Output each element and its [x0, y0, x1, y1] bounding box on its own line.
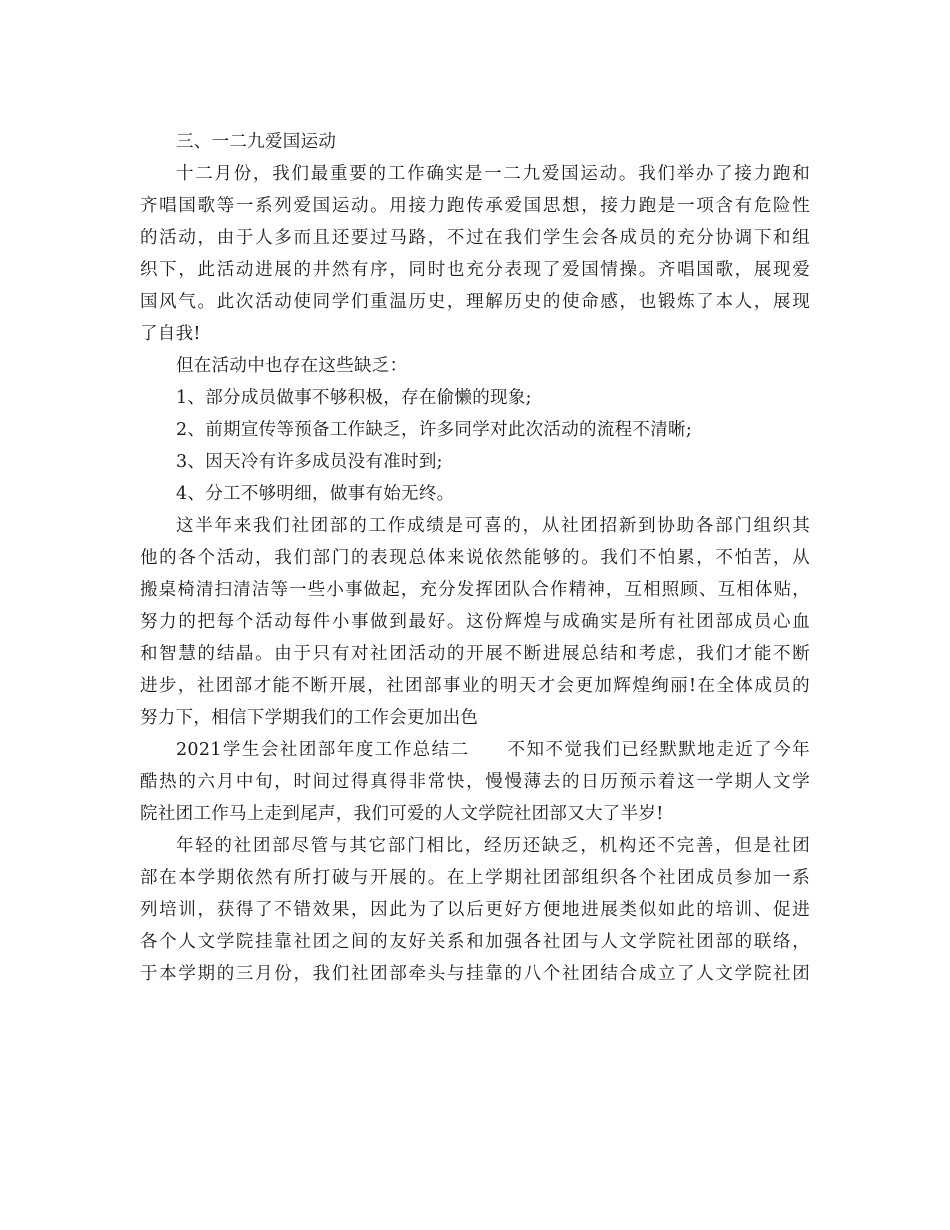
text-line: 十二月份，我们最重要的工作确实是一二九爱国运动。我们举办了接力跑和 — [176, 164, 810, 184]
text-line: 和智慧的结晶。由于只有对社团活动的开展不断进展总结和考虑，我们才能不断 — [140, 644, 810, 664]
text-line: 各个人文学院挂靠社团之间的友好关系和加强各社团与人文学院社团部的联络， — [140, 932, 810, 952]
text-line: 织下，此活动进展的井然有序，同时也充分表现了爱国情操。齐唱国歌，展现爱 — [140, 260, 810, 280]
text-line: 的活动，由于人多而且还要过马路，不过在我们学生会各成员的充分协调下和组 — [140, 228, 810, 248]
text-line: 年轻的社团部尽管与其它部门相比，经历还缺乏，机构还不完善，但是社团 — [176, 836, 810, 856]
text-line: 齐唱国歌等一系列爱国运动。用接力跑传承爱国思想，接力跑是一项含有危险性 — [140, 196, 810, 216]
text-line: 于本学期的三月份，我们社团部牵头与挂靠的八个社团结合成立了人文学院社团 — [140, 964, 810, 984]
document-body — [140, 126, 810, 990]
text-line: 院社团工作马上走到尾声，我们可爱的人文学院社团部又大了半岁! — [140, 804, 664, 824]
text-line: 列培训，获得了不错效果，因此为了以后更好方便地进展类似如此的培训、促进 — [140, 900, 810, 920]
text-line: 国风气。此次活动使同学们重温历史，理解历史的使命感，也锻炼了本人，展现 — [140, 292, 810, 312]
text-line: 2021学生会社团部年度工作总结二 不知不觉我们已经默默地走近了今年 — [176, 740, 810, 760]
text-line: 部在本学期依然有所打破与开展的。在上学期社团部组织各个社团成员参加一系 — [140, 868, 810, 888]
text-line: 三、一二九爱国运动 — [176, 132, 337, 152]
text-line: 努力下，相信下学期我们的工作会更加出色 — [140, 708, 479, 728]
text-line: 酷热的六月中旬，时间过得真得非常快，慢慢薄去的日历预示着这一学期人文学 — [140, 772, 810, 792]
text-line: 了自我! — [140, 324, 201, 344]
text-line: 2、前期宣传等预备工作缺乏，许多同学对此次活动的流程不清晰; — [176, 420, 693, 440]
text-line: 但在活动中也存在这些缺乏： — [176, 356, 408, 376]
text-line: 努力的把每个活动每件小事做到最好。这份辉煌与成确实是所有社团部成员心血 — [140, 612, 810, 632]
text-line: 3、因天冷有许多成员没有准时到; — [176, 452, 443, 472]
text-line: 1、部分成员做事不够积极，存在偷懒的现象; — [176, 388, 532, 408]
text-line: 他的各个活动，我们部门的表现总体来说依然能够的。我们不怕累，不怕苦，从 — [140, 548, 810, 568]
text-line: 4、分工不够明细，做事有始无终。 — [176, 484, 455, 504]
text-line: 这半年来我们社团部的工作成绩是可喜的，从社团招新到协助各部门组织其 — [176, 516, 810, 536]
text-line: 搬桌椅清扫清洁等一些小事做起，充分发挥团队合作精神，互相照顾、互相体贴， — [140, 580, 810, 600]
text-line: 进步，社团部才能不断开展，社团部事业的明天才会更加辉煌绚丽!在全体成员的 — [140, 676, 810, 696]
